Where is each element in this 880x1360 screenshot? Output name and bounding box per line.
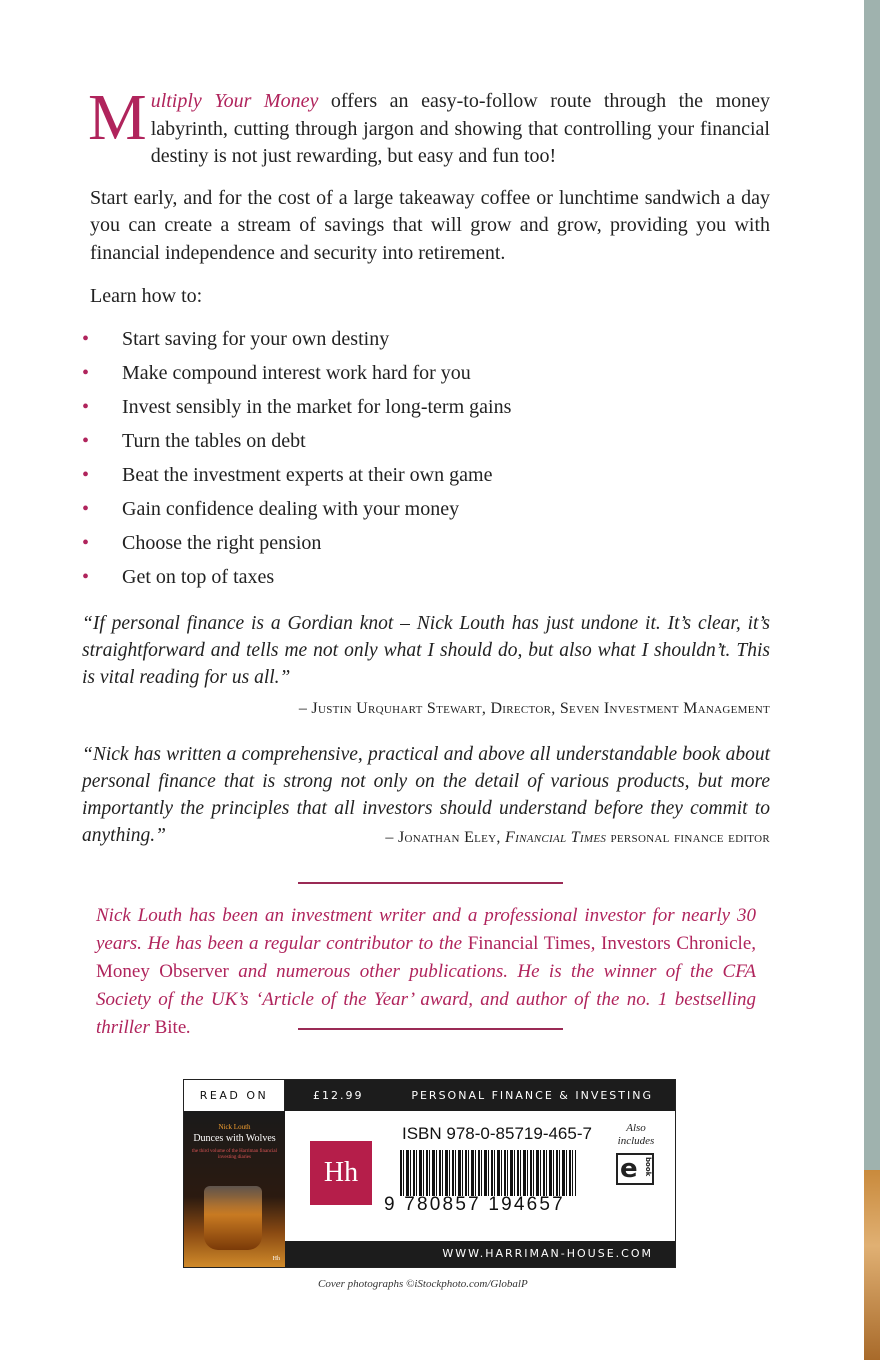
price: £12.99 — [313, 1089, 364, 1102]
quote-1: “If personal finance is a Gordian knot – Nick Louth has just undone it. It’s clear, it’s straightforward and tells me not only what I should do, but also what I shouldn’t. This is vital reading for us all.” — [82, 613, 770, 688]
drop-cap: M — [88, 81, 147, 154]
spine-photo — [864, 1170, 880, 1360]
learn-heading: Learn how to: — [90, 285, 203, 307]
also-includes-label: Also includes — [617, 1122, 655, 1147]
list-item: • Beat the investment experts at their own game — [82, 458, 770, 492]
thumb-publisher-logo: Hh — [272, 1256, 280, 1262]
book-title-inline: ultiply Your Money — [150, 90, 319, 112]
back-cover-panel — [183, 1079, 676, 1268]
bullet-icon: • — [82, 396, 90, 418]
intro-text: offers an easy-to-follow route through the money labyrinth, cutting through jargon and showing that controlling your financial destiny is not just rewarding, but easy and fun too! — [150, 90, 771, 167]
divider-bottom — [298, 1028, 563, 1030]
publisher-logo: Hh — [310, 1141, 372, 1205]
bullet-icon: • — [82, 532, 90, 554]
bullet-icon: • — [82, 566, 90, 588]
bullet-icon: • — [82, 498, 90, 520]
benefits-list — [82, 322, 770, 594]
quote-2-attribution: – Jonathan Eley, Financial Times personal finance editor — [385, 829, 770, 846]
beer-glass-image — [204, 1186, 262, 1250]
main-copy — [82, 81, 771, 594]
list-item: • Get on top of taxes — [82, 560, 770, 594]
list-item: • Choose the right pension — [82, 526, 770, 560]
spine-edge — [864, 0, 880, 1360]
related-book-subtitle: the third volume of the Harriman financial investing diaries — [192, 1149, 277, 1160]
list-item: • Make compound interest work hard for you — [82, 356, 770, 390]
barcode-icon — [400, 1150, 576, 1196]
list-item: • Start saving for your own destiny — [82, 322, 770, 356]
bullet-icon: • — [82, 328, 90, 350]
list-item: • Gain confidence dealing with your money — [82, 492, 770, 526]
intro-paragraph — [88, 81, 771, 171]
bullet-icon: • — [82, 464, 90, 486]
author-bio: Nick Louth has been an investment writer and a professional investor for nearly 30 years. He has been a regular contributor to the Financial Times, Investors Chronicle, Money Observer and numerous other publications. He is the winner of the CFA Society of the UK’s ‘Article of the Year’ award, and author of the no. 1 bestselling thriller Bite. — [96, 905, 756, 1038]
list-item: • Invest sensibly in the market for long-term gains — [82, 390, 770, 424]
related-book-title: Dunces with Wolves — [193, 1133, 276, 1144]
barcode-number: 9 780857 194657 — [384, 1194, 565, 1215]
quote-1-attribution: – Justin Urquhart Stewart, Director, Seven Investment Management — [298, 700, 770, 717]
isbn: ISBN 978-0-85719-465-7 — [402, 1124, 592, 1143]
list-item: • Turn the tables on debt — [82, 424, 770, 458]
price-bar — [285, 1080, 675, 1111]
divider-top — [298, 882, 563, 884]
genre: PERSONAL FINANCE & INVESTING — [411, 1089, 653, 1102]
related-book-cover — [184, 1111, 285, 1267]
related-book-author: Nick Louth — [218, 1123, 251, 1131]
ebook-icon: e book — [616, 1153, 654, 1185]
read-on-label: READ ON — [184, 1080, 285, 1111]
photo-credit: Cover photographs ©iStockphoto.com/GlobalP — [318, 1278, 528, 1290]
savings-paragraph: Start early, and for the cost of a large takeaway coffee or lunchtime sandwich a day you can create a stream of savings that will grow and grow, providing you with financial independence and security into retirement. — [90, 186, 770, 264]
quote-2: “Nick has written a comprehensive, practical and above all understandable book about personal finance that is strong not only on the detail of various products, but more importantly the principles that all investors should understand before they commit to anything.” — [82, 744, 770, 846]
publisher-url: WWW.HARRIMAN-HOUSE.COM — [285, 1241, 675, 1267]
bullet-icon: • — [82, 430, 90, 452]
bullet-icon: • — [82, 362, 90, 384]
